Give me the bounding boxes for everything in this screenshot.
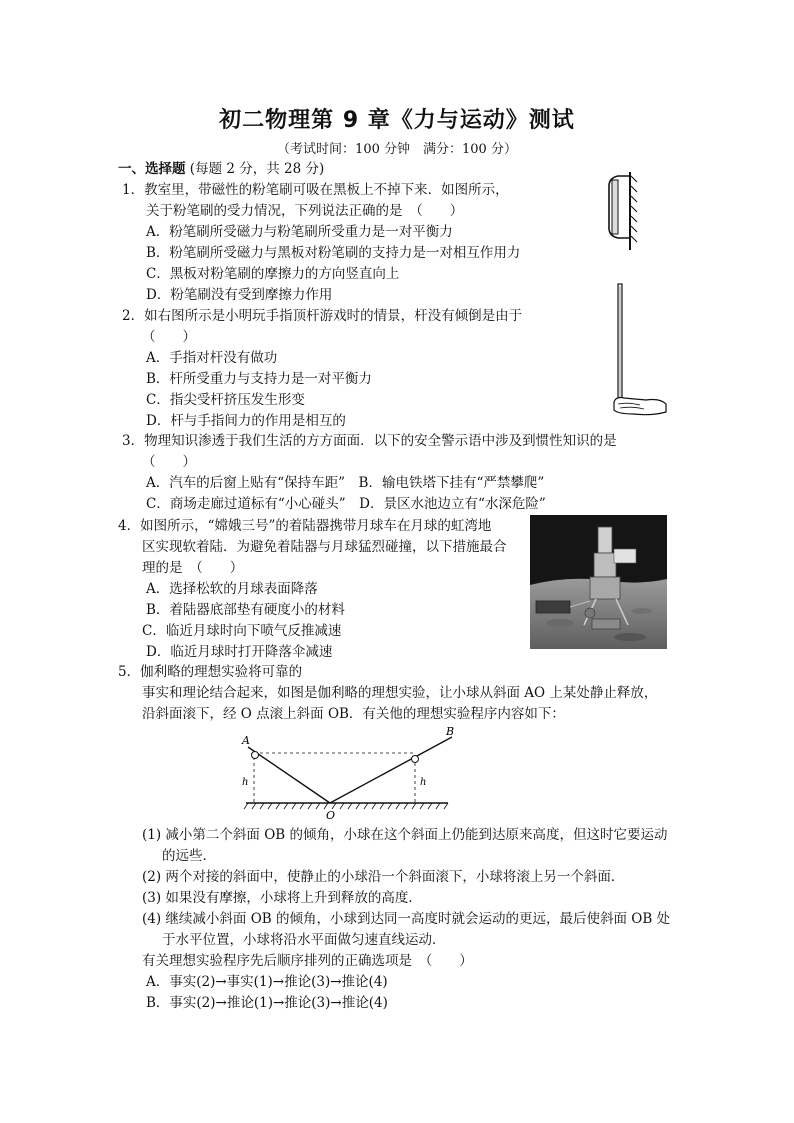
chalk-brush-figure [596, 170, 646, 254]
q1-option-d: D．粉笔刷没有受到摩擦力作用 [146, 287, 333, 303]
label-h-right: h [420, 777, 427, 788]
q5-step-3: (3) 如果没有摩擦，小球将上升到释放的高度． [142, 890, 422, 906]
label-a: A [242, 734, 250, 747]
q3-stem-line2: （ ） [142, 454, 196, 470]
q1-stem-line1: 1．教室里，带磁性的粉笔刷可吸在黑板上不掉下来．如图所示， [122, 182, 509, 198]
q4-option-d: D．临近月球时打开降落伞减速 [146, 644, 333, 660]
q5-stem-line2: 事实和理论结合起来，如图是伽利略的理想实验，让小球从斜面 AO 上某处静止释放， [142, 685, 658, 701]
label-h-left: h [242, 777, 249, 788]
q4-stem-line1: 4．如图所示，“嫦娥三号”的着陆器携带月球车在月球的虹湾地 [118, 518, 492, 534]
q4-stem-line2: 区实现软着陆．为避免着陆器与月球猛烈碰撞，以下措施最合 [142, 539, 507, 555]
q5-option-a: A．事实(2)→事实(1)→推论(3)→推论(4) [146, 974, 388, 990]
page-title: 初二物理第 9 章《力与运动》测试 [219, 108, 575, 133]
lunar-lander-photo [530, 515, 667, 649]
section-title: 一、选择题 [118, 161, 186, 177]
q2-stem-line2: （ ） [142, 329, 196, 345]
q4-option-c: C．临近月球时向下喷气反推减速 [142, 623, 342, 639]
q2-option-d: D．杆与手指间力的作用是相互的 [146, 413, 346, 429]
q1-stem-line2: 关于粉笔刷的受力情况，下列说法正确的是 （ ） [146, 203, 464, 219]
q2-option-b: B．杆所受重力与支持力是一对平衡力 [146, 371, 372, 387]
exam-info: （考试时间：100 分钟 满分：100 分） [277, 142, 517, 157]
q5-step-4-cont: 于水平位置，小球将沿水平面做匀速直线运动． [162, 932, 446, 948]
q2-stem-line1: 2．如右图所示是小明玩手指顶杆游戏时的情景，杆没有倾倒是由于 [122, 308, 523, 324]
q5-stem-line3: 沿斜面滚下，经 O 点滚上斜面 OB．有关他的理想实验程序内容如下： [142, 706, 565, 722]
label-b: B [446, 725, 455, 738]
q3-options-cd: C．商场走廊过道标有“小心碰头” D．景区水池边立有“水深危险” [146, 496, 546, 512]
galileo-incline-diagram [230, 725, 470, 825]
q1-option-c: C．黑板对粉笔刷的摩擦力的方向竖直向上 [146, 266, 400, 282]
q5-step-1-cont: 的远些． [162, 848, 216, 864]
q4-stem-line3: 理的是 （ ） [142, 560, 244, 576]
q5-option-b: B．事实(2)→推论(1)→推论(3)→推论(4) [146, 995, 388, 1011]
q1-option-a: A．粉笔刷所受磁力与粉笔刷所受重力是一对平衡力 [146, 224, 453, 240]
q2-option-a: A．手指对杆没有做功 [146, 350, 278, 366]
q5-step-1: (1) 减小第二个斜面 OB 的倾角，小球在这个斜面上仍能到达原来高度，但这时它要运动 [142, 827, 668, 843]
section-note: (每题 2 分，共 28 分) [189, 161, 325, 177]
q2-option-c: C．指尖受杆挤压发生形变 [146, 392, 305, 408]
q5-question: 有关理想实验程序先后顺序排列的正确选项是 （ ） [142, 953, 473, 969]
section-heading [118, 160, 324, 178]
finger-pole-figure [604, 282, 670, 420]
q5-step-4: (4) 继续减小斜面 OB 的倾角，小球到达同一高度时就会运动的更远，最后使斜面 OB 处 [142, 911, 671, 927]
q5-stem-line1: 5．伽利略的理想实验将可靠的 [118, 664, 303, 680]
q1-option-b: B．粉笔刷所受磁力与黑板对粉笔刷的支持力是一对相互作用力 [146, 245, 521, 261]
q5-step-2: (2) 两个对接的斜面中，使静止的小球沿一个斜面滚下，小球将滚上另一个斜面． [142, 869, 625, 885]
q3-options-ab: A．汽车的后窗上贴有“保持车距” B．输电铁塔下挂有“严禁攀爬” [146, 475, 545, 491]
q4-option-b: B．着陆器底部垫有硬度小的材料 [146, 602, 345, 618]
label-o: O [326, 809, 336, 822]
q4-option-a: A．选择松软的月球表面降落 [146, 581, 318, 597]
q3-stem-line1: 3．物理知识渗透于我们生活的方方面面．以下的安全警示语中涉及到惯性知识的是 [122, 433, 617, 449]
